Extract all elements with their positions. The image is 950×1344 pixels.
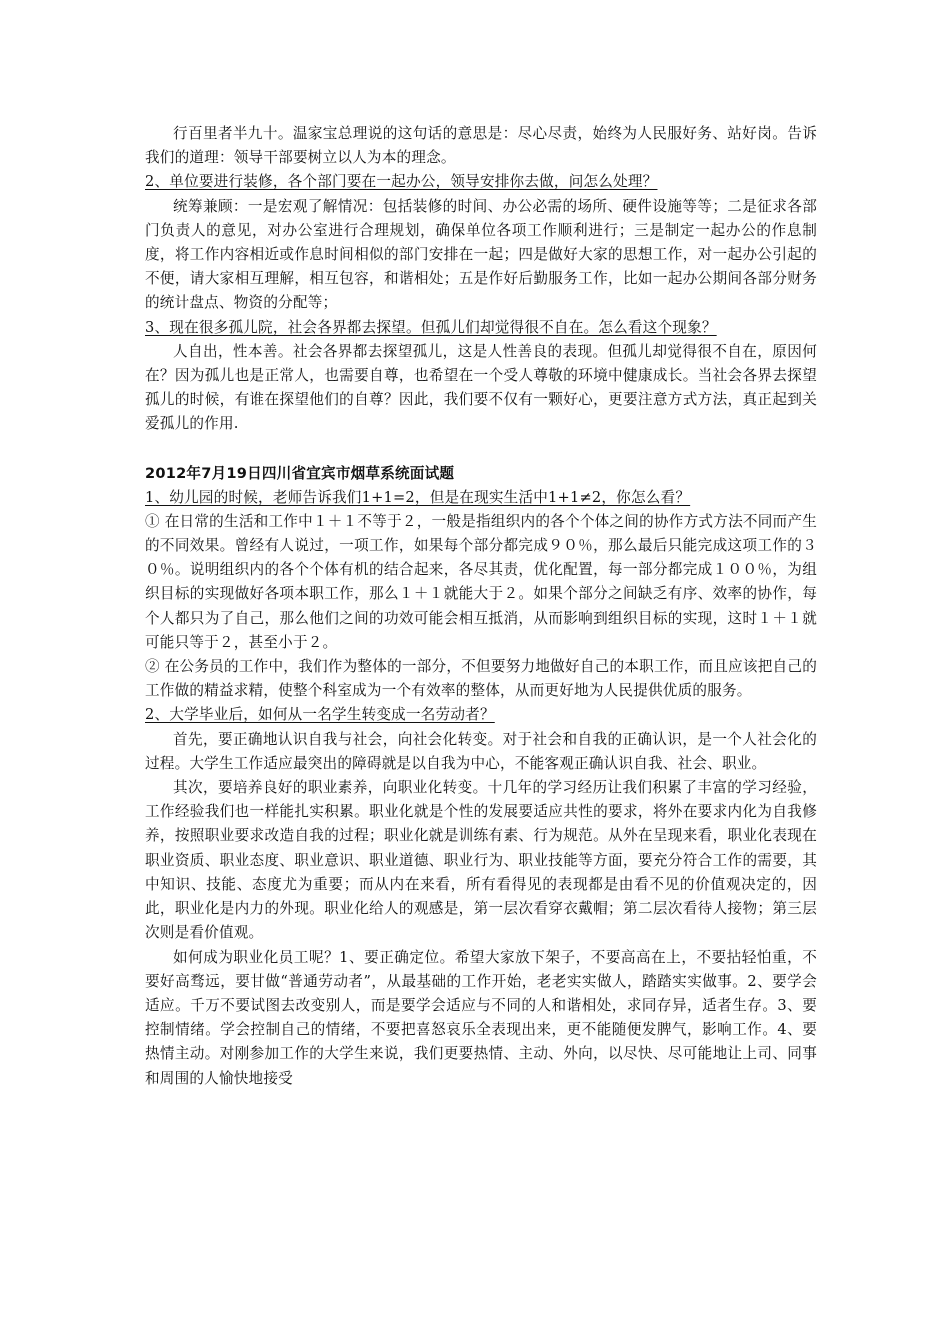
answer-2-paragraph: 统筹兼顾：一是宏观了解情况：包括装修的时间、办公必需的场所、硬件设施等等；二是征求各部门负责人的意见，对办公室进行合理规划，确保单位各项工作顺利进行；三是制定一起办公的作息制度，将工作内容相近或作息时间相似的部门安排在一起；四是做好大家的思想工作，对一起办公引起的不便，请大家相互理解，相互包容，和谐相处；五是作好后勤服务工作，比如一起办公期间各部分财务的统计盘点、物资的分配等； [145,197,817,312]
question-text: 3、现在很多孤儿院，社会各界都去探望。但孤儿们却觉得很不自在。怎么看这个现象？ [145,318,717,336]
question-text: 2、大学毕业后，如何从一名学生转变成一名劳动者？ [145,706,495,724]
question-text: 2、单位要进行装修，各个部门要在一起办公，领导安排你去做，问怎么处理？ [145,173,658,191]
document-page [145,122,817,1091]
answer-2-paragraph-2: 其次，要培养良好的职业素养，向职业化转变。十几年的学习经历让我们积累了丰富的学习经验，工作经验我们也一样能扎实积累。职业化就是个性的发展要适应共性的要求，将外在要求内化为自我修养，按照职业要求改造自我的过程；职业化就是训练有素、行为规范。从外在呈现来看，职业化表现在职业资质、职业态度、职业意识、职业道德、职业行为、职业技能等方面，要充分符合工作的需要，其中知识、技能、态度尤为重要；而从内在来看，所有看得见的表现都是由看不见的价值观决定的，因此，职业化是内力的外现。职业化给人的观感是，第一层次看穿衣戴帽；第二层次看待人接物；第三层次则是看价值观。 [145,779,817,942]
answer-2-paragraph-3: 如何成为职业化员工呢？1、要正确定位。希望大家放下架子，不要高高在上，不要拈轻怕重，不要好高骛远，要甘做“普通劳动者”，从最基础的工作开始，老老实实做人，踏踏实实做事。2、要学会适应。千万不要试图去改变别人，而是要学会适应与不同的人和谐相处，求同存异，适者生存。3、要控制情绪。学会控制自己的情绪，不要把喜怒哀乐全表现出来，更不能随便发脾气，影响工作。4、要热情主动。对刚参加工作的大学生来说，我们更要热情、主动、外向，以尽快、尽可能地让上司、同事和周围的人愉快地接受 [145,948,817,1087]
paragraph-continued-answer: 行百里者半九十。温家宝总理说的这句话的意思是：尽心尽责，始终为人民服好务、站好岗。告诉我们的道理：领导干部要树立以人为本的理念。 [145,125,817,167]
question-2-unit-renovation [145,170,817,194]
question-2-student-to-worker [145,703,817,727]
answer-1-point-1: ① 在日常的生活和工作中１＋１不等于２，一般是指组织内的各个个体之间的协作方式方法不同而产生的不同效果。曾经有人说过，一项工作，如果每个部分都完成９０％，那么最后只能完成这项工作的３０％。说明组织内的各个个体有机的结合起来，各尽其责，优化配置，每一部分都完成１００％，为组织目标的实现做好各项本职工作，那么１＋１就能大于２。如果个部分之间缺乏有序、效率的协作，每个人都只为了自己，那么他们之间的功效可能会相互抵消，从而影响到组织目标的实现，这时１＋１就可能只等于２，甚至小于２。 [145,512,817,651]
answer-2-paragraph-1: 首先，要正确地认识自我与社会，向社会化转变。对于社会和自我的正确认识，是一个人社会化的过程。大学生工作适应最突出的障碍就是以自我为中心，不能客观正确认识自我、社会、职业。 [145,730,817,772]
answer-3-paragraph: 人自出，性本善。社会各界都去探望孤儿，这是人性善良的表现。但孤儿却觉得很不自在，原因何在？因为孤儿也是正常人，也需要自尊，也希望在一个受人尊敬的环境中健康成长。当社会各界去探望孤儿的时候，有谁在探望他们的自尊？因此，我们要不仅有一颗好心，更要注意方式方法，真正起到关爱孤儿的作用. [145,342,817,433]
answer-1-point-2: ② 在公务员的工作中，我们作为整体的一部分，不但要努力地做好自己的本职工作，而且应该把自己的工作做的精益求精，使整个科室成为一个有效率的整体，从而更好地为人民提供优质的服务。 [145,658,817,700]
question-3-orphanage [145,316,817,340]
question-text: 1、幼儿园的时候，老师告诉我们1+1=2，但是在现实生活中1+1≠2，你怎么看？ [145,488,691,506]
section-heading: 2012年7月19日四川省宜宾市烟草系统面试题 [145,464,455,482]
question-1-one-plus-one [145,486,817,510]
